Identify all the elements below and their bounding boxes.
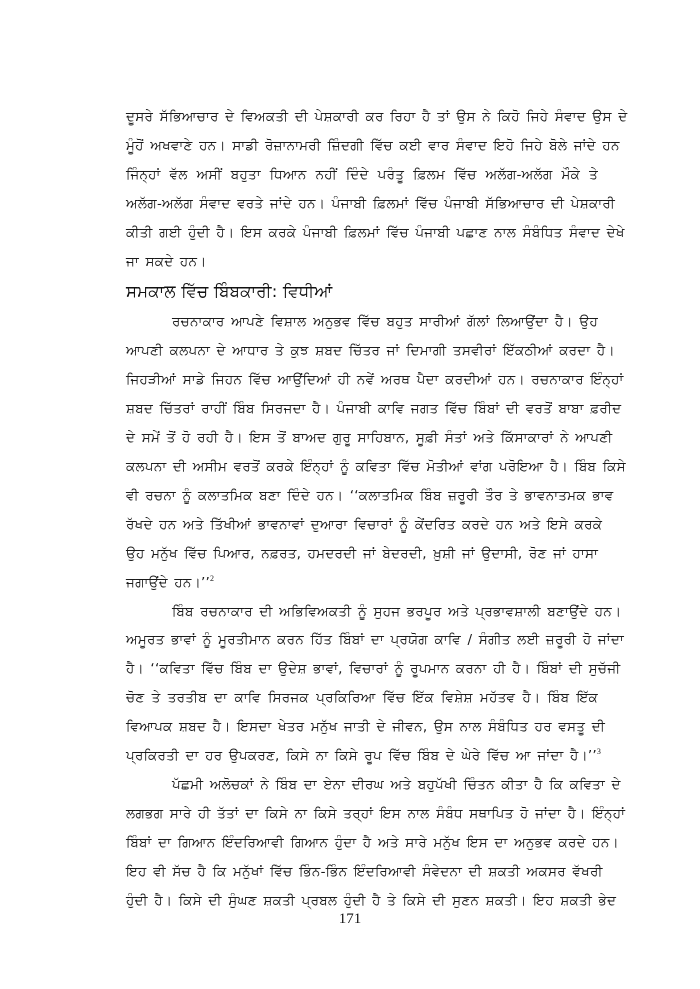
text-line: ਹੁੰਦੀ ਹੈ। ਕਿਸੇ ਦੀ ਸੁੰਘਣ ਸ਼ਕਤੀ ਪ੍ਰਬਲ ਹੁੰਦੀ ਹੈ ਤੇ ਕਿਸੇ ਦੀ ਸੁਣਨ ਸ਼ਕਤੀ। ਇਹ ਸ਼ਕਤੀ ਭੇਦ <box>126 892 617 909</box>
page-body <box>126 103 628 915</box>
text-line: ਰੱਖਦੇ ਹਨ ਅਤੇ ਤਿੱਖੀਆਂ ਭਾਵਨਾਵਾਂ ਦੁਆਰਾ ਵਿਚਾਰਾਂ ਨੂੰ ਕੇਂਦਰਿਤ ਕਰਦੇ ਹਨ ਅਤੇ ਇਸੇ ਕਰਕੇ <box>126 516 603 533</box>
text-line: ਜਗਾਉਂਦੇ ਹਨ।’’ <box>126 574 211 591</box>
text-line: ਵਿਆਪਕ ਸ਼ਬਦ ਹੈ। ਇਸਦਾ ਖੇਤਰ ਮਨੁੱਖ ਜਾਤੀ ਦੇ ਜੀਵਨ, ਉਸ ਨਾਲ ਸੰਬੰਧਿਤ ਹਰ ਵਸਤੂ ਦੀ <box>126 719 606 736</box>
text-line: ਵੀ ਰਚਨਾ ਨੂੰ ਕਲਾਤਮਿਕ ਬਣਾ ਦਿੰਦੇ ਹਨ। ‘‘ਕਲਾਤਮਿਕ ਬਿੰਬ ਜ਼ਰੂਰੀ ਤੌਰ ਤੇ ਭਾਵਨਾਤਮਕ ਭਾਵ <box>126 487 614 504</box>
footnote-reference: 3 <box>596 747 602 757</box>
text-line: ਮੂੰਹੋਂ ਅਖਵਾਣੇ ਹਨ। ਸਾਡੀ ਰੋਜ਼ਾਨਾਮਰੀ ਜ਼ਿੰਦਗੀ ਵਿੱਚ ਕਈ ਵਾਰ ਸੰਵਾਦ ਇਹੋ ਜਿਹੇ ਬੋਲੇ ਜਾਂਦੇ ਹਨ <box>126 137 620 154</box>
text-line: ਕੀਤੀ ਗਈ ਹੁੰਦੀ ਹੈ। ਇਸ ਕਰਕੇ ਪੰਜਾਬੀ ਫ਼ਿਲਮਾਂ ਵਿੱਚ ਪੰਜਾਬੀ ਪਛਾਣ ਨਾਲ ਸੰਬੰਧਿਤ ਸੰਵਾਦ ਦੇਖੇ <box>126 224 625 241</box>
text-line: ਦੇ ਸਮੇਂ ਤੋਂ ਹੋ ਰਹੀ ਹੈ। ਇਸ ਤੋਂ ਬਾਅਦ ਗੁਰੂ ਸਾਹਿਬਾਨ, ਸੂਫ਼ੀ ਸੰਤਾਂ ਅਤੇ ਕਿੱਸਾਕਾਰਾਂ ਨੇ ਆਪਣੀ <box>126 430 613 447</box>
text-line: ਦੂਸਰੇ ਸੱਭਿਆਚਾਰ ਦੇ ਵਿਅਕਤੀ ਦੀ ਪੇਸ਼ਕਾਰੀ ਕਰ ਰਿਹਾ ਹੈ ਤਾਂ ਉਸ ਨੇ ਕਿਹੋ ਜਿਹੇ ਸੰਵਾਦ ਉਸ ਦੇ <box>126 109 628 125</box>
footnote-reference: 2 <box>210 573 215 583</box>
text-line-with-footnote <box>126 569 598 598</box>
text-line: ਉਹ ਮਨੁੱਖ ਵਿੱਚ ਪਿਆਰ, ਨਫ਼ਰਤ, ਹਮਦਰਦੀ ਜਾਂ ਬੇਦਰਦੀ, ਖ਼ੁਸ਼ੀ ਜਾਂ ਉਦਾਸੀ, ਰੋਣ ਜਾਂ ਹਾਸਾ <box>126 545 599 562</box>
text-line: ਚੋਣ ਤੇ ਤਰਤੀਬ ਦਾ ਕਾਵਿ ਸਿਰਜਕ ਪ੍ਰਕਿਰਿਆ ਵਿੱਚ ਇੱਕ ਵਿਸ਼ੇਸ਼ ਮਹੱਤਵ ਹੈ। ਬਿੰਬ ਇੱਕ <box>126 690 598 707</box>
text-line: ਲਗਭਗ ਸਾਰੇ ਹੀ ਤੱਤਾਂ ਦਾ ਕਿਸੇ ਨਾ ਕਿਸੇ ਤਰ੍ਹਾਂ ਇਸ ਨਾਲ ਸੰਬੰਧ ਸਥਾਪਿਤ ਹੋ ਜਾਂਦਾ ਹੈ। ਇੰਨ੍ਹਾਂ <box>126 805 626 822</box>
text-line-with-footnote <box>126 742 602 771</box>
text-line: ਰਚਨਾਕਾਰ ਆਪਣੇ ਵਿਸ਼ਾਲ ਅਨੁਭਵ ਵਿੱਚ ਬਹੁਤ ਸਾਰੀਆਂ ਗੱਲਾਂ ਲਿਆਉਂਦਾ ਹੈ। ਉਹ <box>172 314 598 331</box>
page-number: 171 <box>338 911 362 927</box>
text-line: ਅਮੂਰਤ ਭਾਵਾਂ ਨੂੰ ਮੂਰਤੀਮਾਨ ਕਰਨ ਹਿੱਤ ਬਿੰਬਾਂ ਦਾ ਪ੍ਰਯੋਗ ਕਾਵਿ / ਸੰਗੀਤ ਲਈ ਜ਼ਰੂਰੀ ਹੋ ਜਾਂਦਾ <box>126 632 624 649</box>
text-line: ਇਹ ਵੀ ਸੱਚ ਹੈ ਕਿ ਮਨੁੱਖਾਂ ਵਿੱਚ ਭਿੰਨ-ਭਿੰਨ ਇੰਦਰਿਆਵੀ ਸੰਵੇਦਨਾ ਦੀ ਸ਼ਕਤੀ ਅਕਸਰ ਵੱਖਰੀ <box>126 863 603 880</box>
text-line: ਆਪਣੀ ਕਲਪਨਾ ਦੇ ਆਧਾਰ ਤੇ ਕੁਝ ਸ਼ਬਦ ਚਿੱਤਰ ਜਾਂ ਦਿਮਾਗੀ ਤਸਵੀਰਾਂ ਇੱਕਠੀਆਂ ਕਰਦਾ ਹੈ। <box>126 343 615 360</box>
text-line: ਬਿੰਬ ਰਚਨਾਕਾਰ ਦੀ ਅਭਿਵਿਅਕਤੀ ਨੂੰ ਸੁਹਜ ਭਰਪੂਰ ਅਤੇ ਪ੍ਰਭਾਵਸ਼ਾਲੀ ਬਣਾਉਂਦੇ ਹਨ। <box>172 603 622 620</box>
opening-paragraph <box>126 103 628 276</box>
text-line: ਬਿੰਬਾਂ ਦਾ ਗਿਆਨ ਇੰਦਰਿਆਵੀ ਗਿਆਨ ਹੁੰਦਾ ਹੈ ਅਤੇ ਸਾਰੇ ਮਨੁੱਖ ਇਸ ਦਾ ਅਨੁਭਵ ਕਰਦੇ ਹਨ। <box>126 834 619 851</box>
paragraph-3 <box>126 771 626 916</box>
section-heading: ਸਮਕਾਲ ਵਿੱਚ ਬਿੰਬਕਾਰੀ: ਵਿਧੀਆਂ <box>126 282 333 302</box>
text-line: ਸ਼ਬਦ ਚਿੱਤਰਾਂ ਰਾਹੀਂ ਬਿੰਬ ਸਿਰਜਦਾ ਹੈ। ਪੰਜਾਬੀ ਕਾਵਿ ਜਗਤ ਵਿੱਚ ਬਿੰਬਾਂ ਦੀ ਵਰਤੋਂ ਬਾਬਾ ਫ਼ਰੀਦ <box>126 401 622 418</box>
text-line: ਕਲਪਨਾ ਦੀ ਅਸੀਮ ਵਰਤੋਂ ਕਰਕੇ ਇੰਨ੍ਹਾਂ ਨੂੰ ਕਵਿਤਾ ਵਿੱਚ ਮੋਤੀਆਂ ਵਾਂਗ ਪਰੋਇਆ ਹੈ। ਬਿੰਬ ਕਿਸੇ <box>126 458 626 475</box>
paragraph-1 <box>126 308 626 597</box>
text-line: ਜਿੰਨ੍ਹਾਂ ਵੱਲ ਅਸੀਂ ਬਹੁਤਾ ਧਿਆਨ ਨਹੀਂ ਦਿੰਦੇ ਪਰੰਤੂ ਫ਼ਿਲਮ ਵਿੱਚ ਅਲੱਗ-ਅਲੱਗ ਮੌਕੇ ਤੇ <box>126 166 598 183</box>
text-line: ਹੈ। ‘‘ਕਵਿਤਾ ਵਿੱਚ ਬਿੰਬ ਦਾ ਉਦੇਸ਼ ਭਾਵਾਂ, ਵਿਚਾਰਾਂ ਨੂੰ ਰੂਪਮਾਨ ਕਰਨਾ ਹੀ ਹੈ। ਬਿੰਬਾਂ ਦੀ ਸੁਚੱਜੀ <box>126 661 621 678</box>
text-line: ਜਿਹੜੀਆਂ ਸਾਡੇ ਜਿਹਨ ਵਿੱਚ ਆਉਂਦਿਆਂ ਹੀ ਨਵੇਂ ਅਰਥ ਪੈਦਾ ਕਰਦੀਆਂ ਹਨ। ਰਚਨਾਕਾਰ ਇੰਨ੍ਹਾਂ <box>126 372 624 389</box>
text-line: ਪੱਛਮੀ ਅਲੋਚਕਾਂ ਨੇ ਬਿੰਬ ਦਾ ਏਨਾ ਦੀਰਘ ਅਤੇ ਬਹੁਪੱਖੀ ਚਿੰਤਨ ਕੀਤਾ ਹੈ ਕਿ ਕਵਿਤਾ ਦੇ <box>172 776 621 793</box>
text-line: ਅਲੱਗ-ਅਲੱਗ ਸੰਵਾਦ ਵਰਤੇ ਜਾਂਦੇ ਹਨ। ਪੰਜਾਬੀ ਫ਼ਿਲਮਾਂ ਵਿੱਚ ਪੰਜਾਬੀ ਸੱਭਿਆਚਾਰ ਦੀ ਪੇਸ਼ਕਾਰੀ <box>126 195 616 212</box>
paragraph-2 <box>126 598 624 771</box>
text-line: ਪ੍ਰਕਿਰਤੀ ਦਾ ਹਰ ਉਪਕਰਣ, ਕਿਸੇ ਨਾ ਕਿਸੇ ਰੂਪ ਵਿੱਚ ਬਿੰਬ ਦੇ ਘੇਰੇ ਵਿੱਚ ਆ ਜਾਂਦਾ ਹੈ।’’ <box>126 748 597 765</box>
text-line: ਜਾ ਸਕਦੇ ਹਨ। <box>126 253 207 270</box>
